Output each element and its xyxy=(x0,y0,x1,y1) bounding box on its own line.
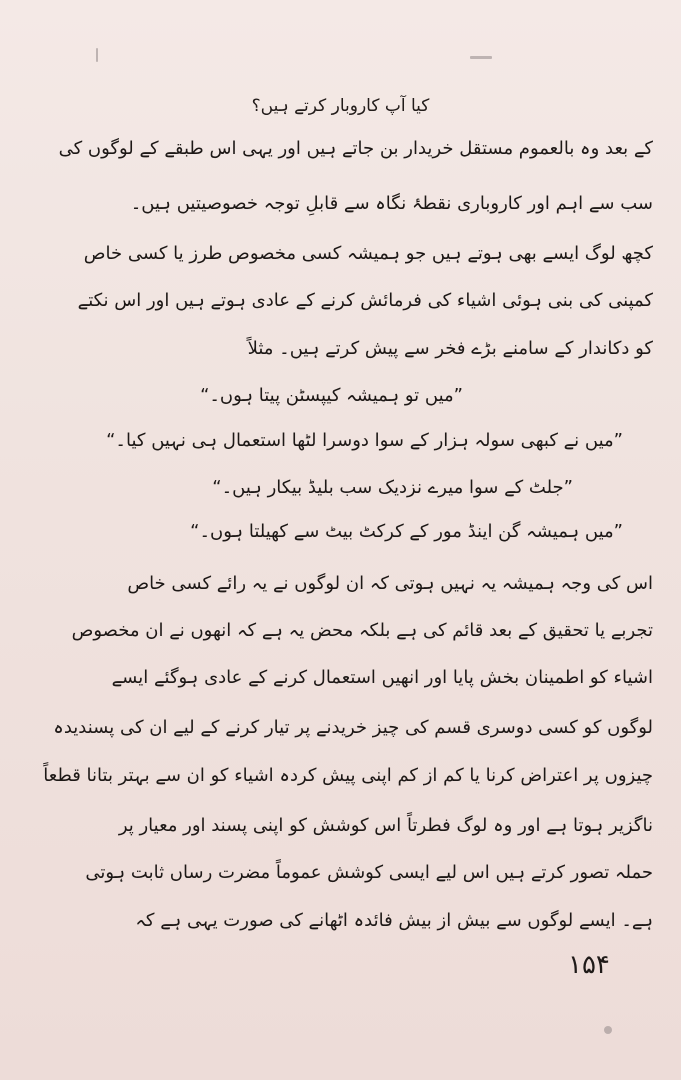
text-line: سب سے اہم اور کاروباری نقطۂ نگاہ سے قابلِ توجہ خصوصیتیں ہیں۔ xyxy=(130,193,653,214)
text-line: ناگزیر ہوتا ہے اور وہ لوگ فطرتاً اس کوشش کو اپنی پسند اور معیار پر xyxy=(118,815,653,836)
text-line: تجربے یا تحقیق کے بعد قائم کی ہے بلکہ محض یہ ہے کہ انھوں نے ان مخصوص xyxy=(71,620,653,641)
quote-line: ”میں نے کبھی سولہ ہزار کے سوا دوسرا لٹھا استعمال ہی نہیں کیا۔“ xyxy=(106,430,623,451)
quote-line: ”میں تو ہمیشہ کیپسٹن پیتا ہوں۔“ xyxy=(200,385,463,406)
text-line: چیزوں پر اعتراض کرنا یا کم از کم اپنی پیش کردہ اشیاء کو ان سے بہتر بتانا قطعاً xyxy=(43,765,653,786)
text-line: ہے۔ ایسے لوگوں سے بیش از بیش فائدہ اٹھانے کی صورت یہی ہے کہ xyxy=(135,910,653,931)
ink-speck xyxy=(470,56,492,59)
text-line: کچھ لوگ ایسے بھی ہوتے ہیں جو ہمیشہ کسی مخصوص طرز یا کسی خاص xyxy=(83,243,653,264)
text-line: کو دکاندار کے سامنے بڑے فخر سے پیش کرتے ہیں۔ مثلاً xyxy=(247,338,653,359)
text-line: حملہ تصور کرتے ہیں اس لیے ایسی کوشش عموماً مضرت رساں ثابت ہوتی xyxy=(85,862,653,883)
ink-speck xyxy=(604,1026,612,1034)
page-number: ۱۵۴ xyxy=(568,950,610,980)
ink-speck xyxy=(96,48,98,62)
text-line: اس کی وجہ ہمیشہ یہ نہیں ہوتی کہ ان لوگوں نے یہ رائے کسی خاص xyxy=(127,573,653,594)
text-line: لوگوں کو کسی دوسری قسم کی چیز خریدنے پر تیار کرنے کے لیے ان کی پسندیدہ xyxy=(53,717,653,738)
text-line: اشیاء کو اطمینان بخش پایا اور انھیں استعمال کرنے کے عادی ہوگئے ایسے xyxy=(111,667,653,688)
quote-line: ”میں ہمیشہ گن اینڈ مور کے کرکٹ بیٹ سے کھیلتا ہوں۔“ xyxy=(190,521,623,542)
text-line: کے بعد وہ بالعموم مستقل خریدار بن جاتے ہیں اور یہی اس طبقے کے لوگوں کی xyxy=(58,138,653,159)
text-line: کمپنی کی بنی ہوئی اشیاء کی فرمائش کرنے کے عادی ہوتے ہیں اور اس نکتے xyxy=(77,290,653,311)
page-heading: کیا آپ کاروبار کرتے ہیں؟ xyxy=(251,96,430,116)
quote-line: ”جلٹ کے سوا میرے نزدیک سب بلیڈ بیکار ہیں۔“ xyxy=(212,477,573,498)
